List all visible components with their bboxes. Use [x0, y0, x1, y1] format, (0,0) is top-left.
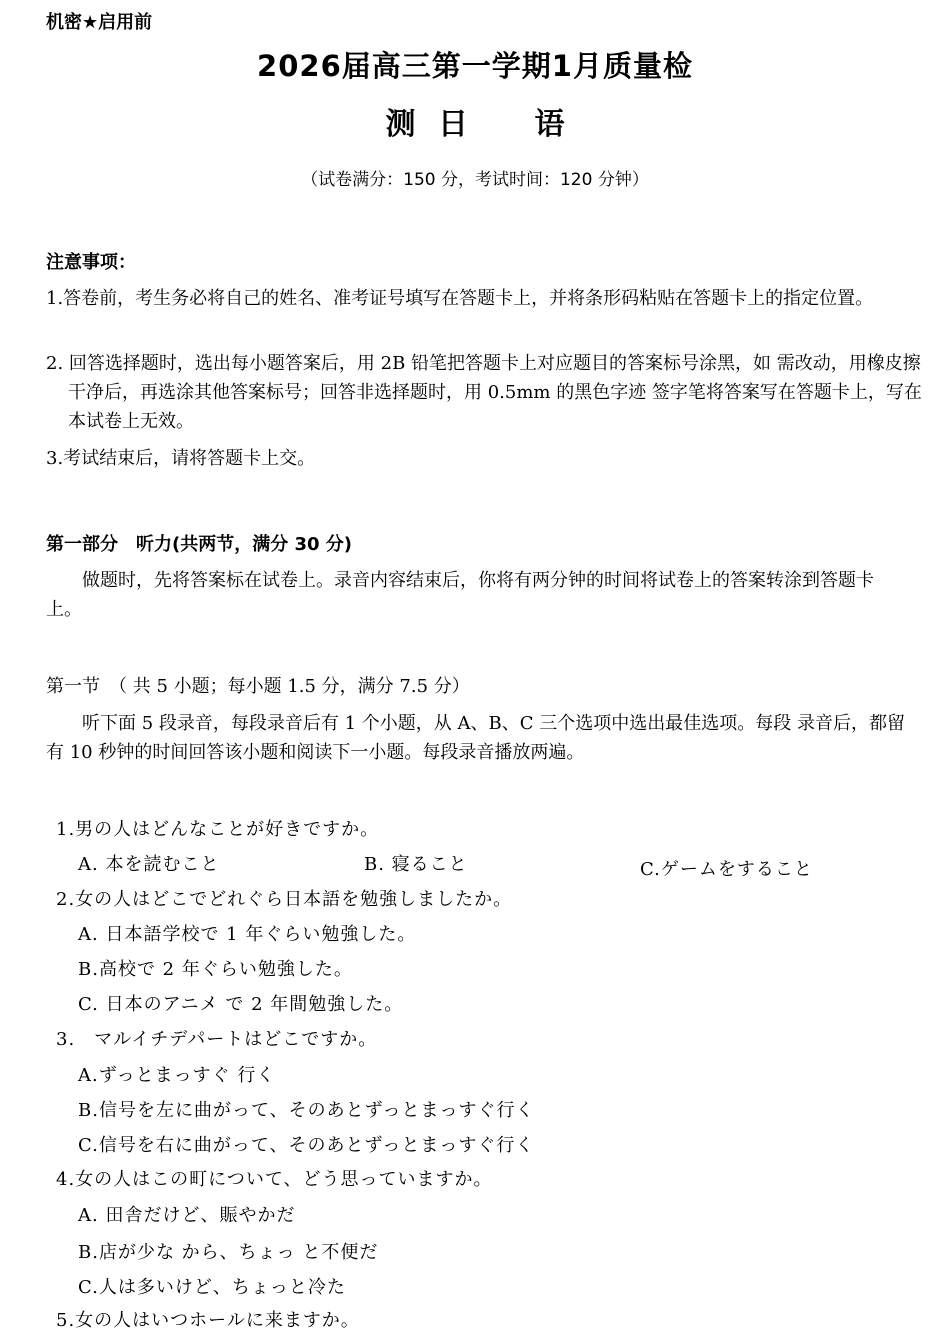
question-4-option-a: A. 田舎だけど、賑やかだ: [78, 1205, 296, 1226]
notice-item-2: 2. 回答选择题时，选出每小题答案后，用 2B 铅笔把答题卡上对应题目的答案标号涂黑，如 需改动，用橡皮擦干净后，再选涂其他答案标号；回答非选择题时，用 0.5mm 的黑色字迹 签字笔将答案写在答题卡上，写在本试卷上无效。: [46, 353, 922, 432]
section1-instruction: 听下面 5 段录音，每段录音后有 1 个小题，从 A、B、C 三个选项中选出最佳选项。每段 录音后，都留有 10 秒钟的时间回答该小题和阅读下一小题。每段录音播放两遍。: [46, 713, 905, 763]
exam-title: 2026届高三第一学期1月质量检: [257, 49, 693, 83]
question-4-option-c: C.人は多いけど、ちょっと冷た: [78, 1277, 346, 1298]
question-4-option-b: B.店が少な から、ちょっ と不便だ: [78, 1242, 379, 1263]
exam-info: （试卷满分：150 分，考试时间：120 分钟）: [301, 170, 649, 190]
question-1-option-c: C.ゲームをすること: [640, 859, 813, 880]
subject-char-2: 日: [438, 107, 468, 142]
subject-char-1: 测: [385, 107, 416, 142]
exam-subject: [0, 99, 950, 143]
question-3-option-a: A.ずっとまっすぐ 行く: [78, 1065, 276, 1086]
question-3-option-b: B.信号を左に曲がって、そのあとずっとまっすぐ行く: [78, 1100, 535, 1121]
question-2-option-c: C. 日本のアニメ で 2 年間勉強した。: [78, 994, 404, 1015]
subject-char-3: 语: [534, 107, 565, 142]
question-5: 5.女の人はいつホールに来ますか。: [56, 1310, 360, 1331]
part1-heading: 第一部分 听力(共两节，满分 30 分): [46, 534, 353, 555]
confidential-label: 机密★启用前: [46, 12, 153, 33]
question-1-option-b: B. 寝ること: [364, 854, 468, 875]
notice-item-3: 3.考试结束后，请将答题卡上交。: [46, 448, 316, 469]
notice-item-1: 1.答卷前，考生务必将自己的姓名、准考证号填写在答题卡上，并将条形码粘贴在答题卡上的指定位置。: [46, 288, 874, 309]
question-2-option-b: B.高校で 2 年ぐらい勉強した。: [78, 959, 353, 980]
notice-heading: 注意事项：: [46, 252, 136, 273]
section1-heading: 第一节 （ 共 5 小题；每小题 1.5 分，满分 7.5 分）: [46, 676, 470, 697]
question-1-option-a: A. 本を読むこと: [78, 854, 220, 875]
question-1: 1.男の人はどんなことが好きですか。: [56, 819, 380, 840]
part1-instruction: 做题时，先将答案标在试卷上。录音内容结束后，你将有两分钟的时间将试卷上的答案转涂到答题卡上。: [46, 570, 874, 620]
question-4: 4.女の人はこの町について、どう思っていますか。: [56, 1169, 493, 1190]
question-3-option-c: C.信号を右に曲がって、そのあとずっとまっすぐ行く: [78, 1135, 535, 1156]
question-2: 2.女の人はどこでどれぐら日本語を勉強しましたか。: [56, 889, 513, 910]
question-3: 3. マルイチデパートはどこですか。: [56, 1029, 378, 1050]
question-2-option-a: A. 日本語学校で 1 年ぐらい勉強した。: [78, 924, 417, 945]
